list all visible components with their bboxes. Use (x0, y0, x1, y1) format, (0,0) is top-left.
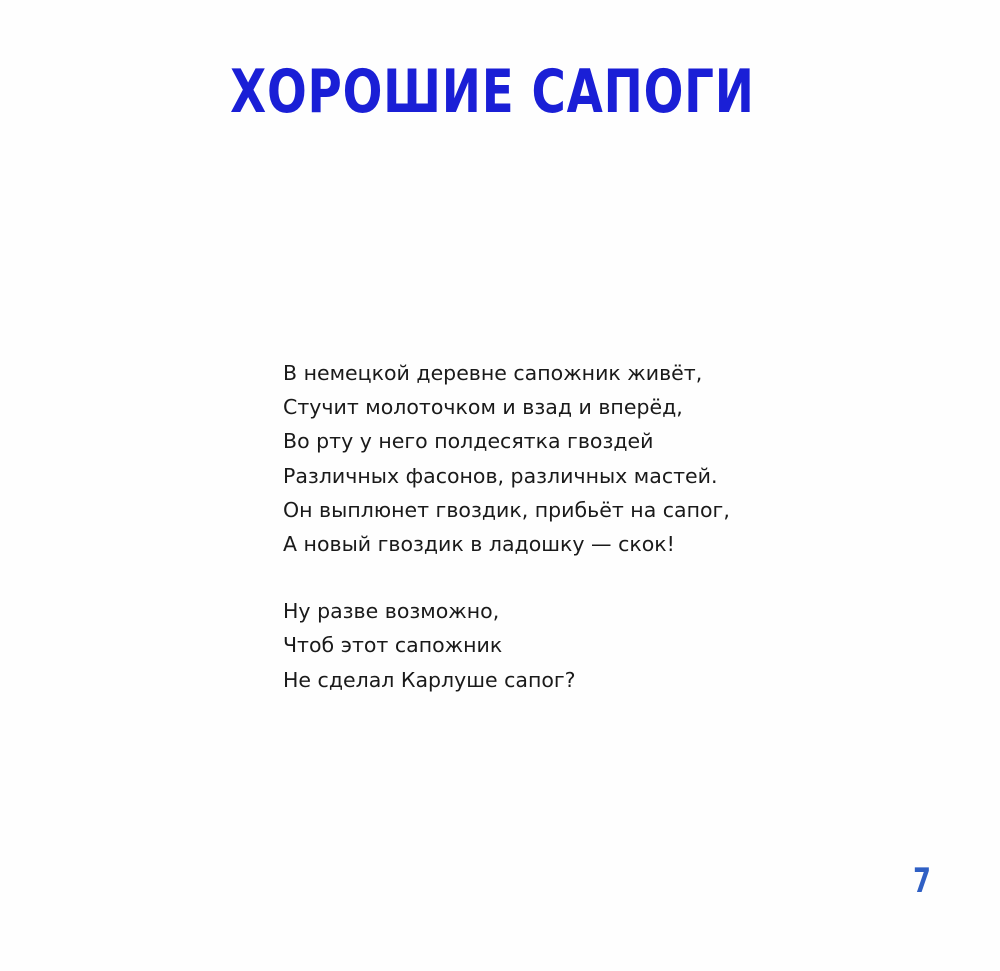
poem-line: Не сделал Карлуше сапог? (283, 667, 576, 692)
poem-line: В немецкой деревне сапожник живёт, (283, 361, 703, 385)
poem-line: Он выплюнет гвоздик, прибьёт на сапог, (283, 497, 730, 522)
poem-line: Во рту у него полдесятка гвоздей (283, 429, 654, 454)
page-number: 7 (913, 861, 931, 901)
poem-stanza-2 (283, 594, 730, 697)
poem-line: Стучит молоточком и взад и вперёд, (283, 395, 683, 420)
poem-stanza-1 (283, 356, 730, 561)
poem-line: Различных фасонов, различных мастей. (283, 463, 718, 488)
poem (283, 356, 730, 697)
poem-line: Ну разве возможно, (283, 599, 500, 624)
poem-line: Чтоб этот сапожник (283, 633, 503, 658)
page-title: ХОРОШИЕ САПОГИ (230, 57, 755, 127)
poem-line: А новый гвоздик в ладошку — скок! (283, 531, 675, 556)
